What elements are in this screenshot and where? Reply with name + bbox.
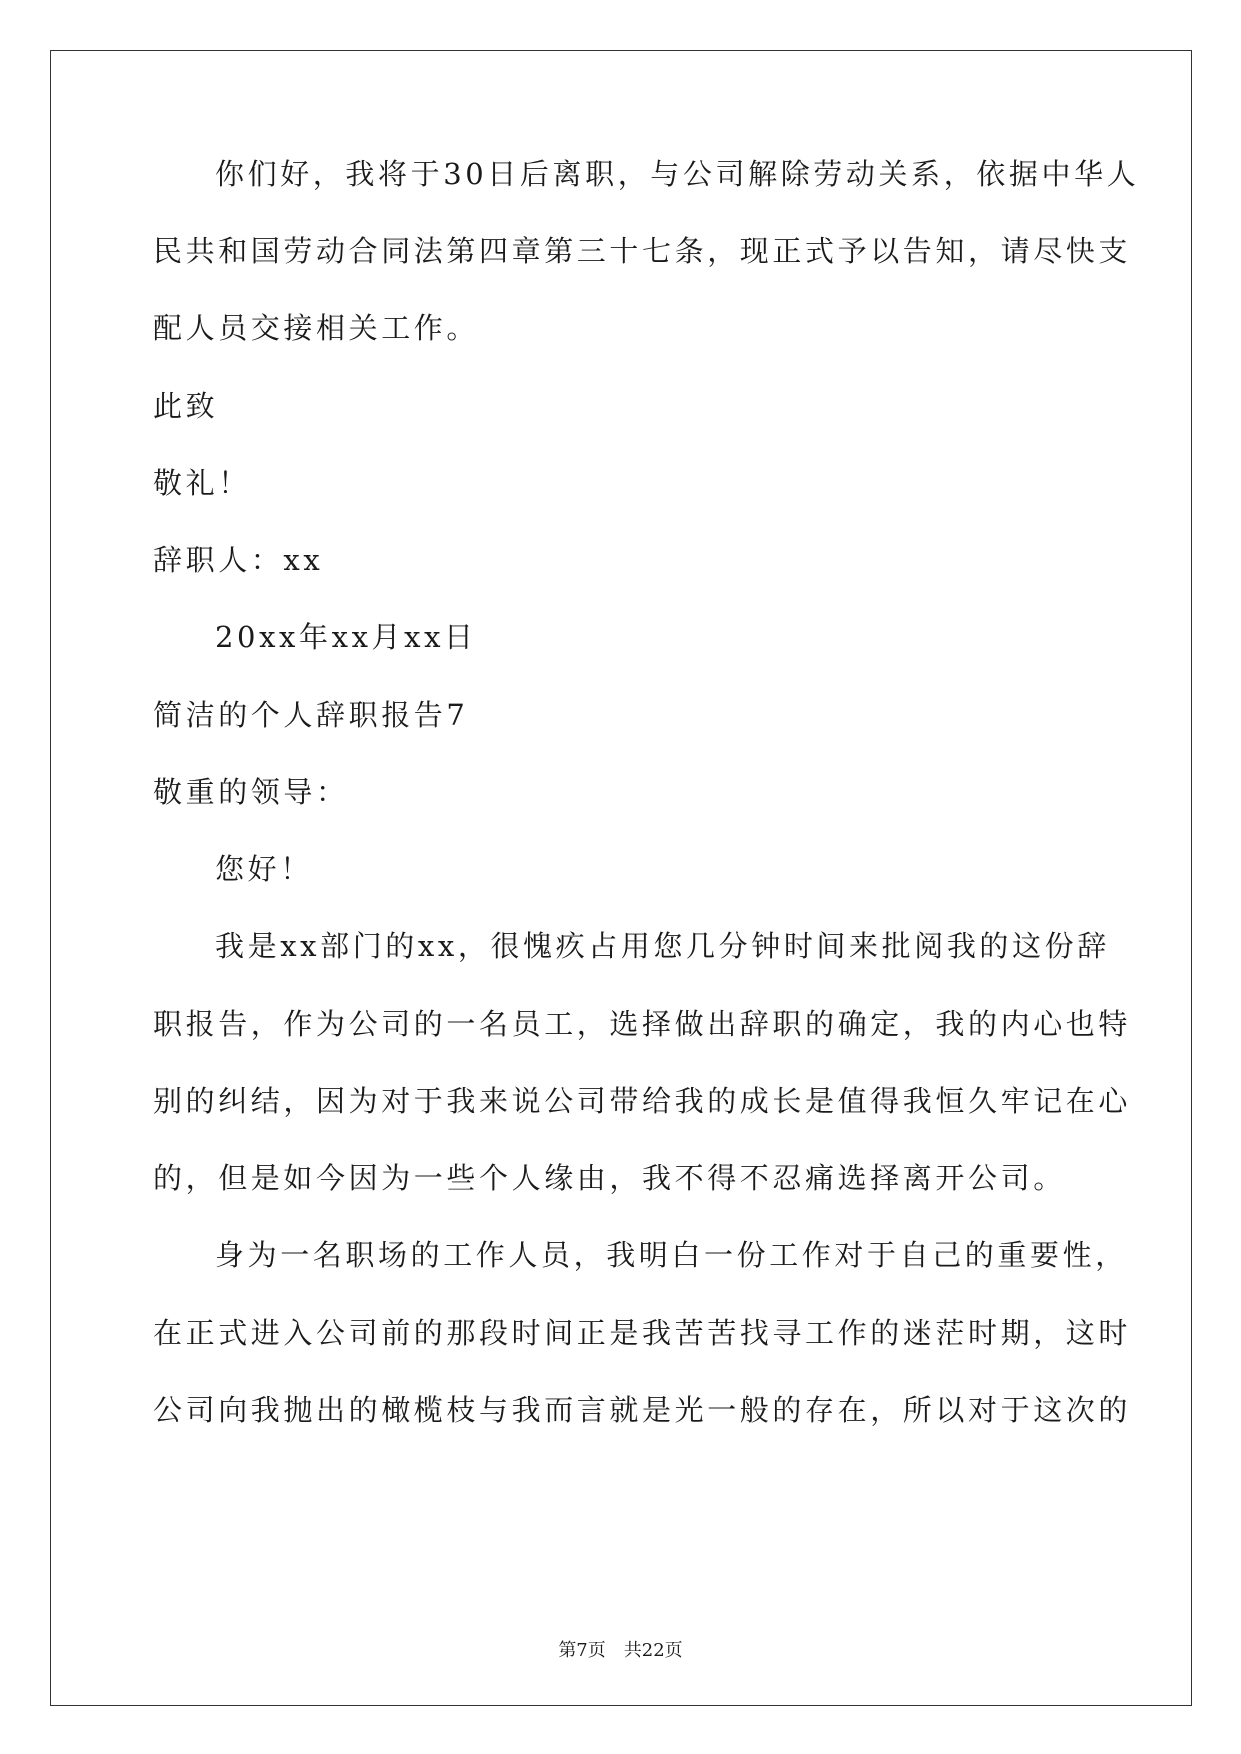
paragraph-line: 身为一名职场的工作人员，我明白一份工作对于自己的重要性， [215,1238,1128,1272]
paragraph-line: 职报告，作为公司的一名员工，选择做出辞职的确定，我的内心也特 [153,1007,1132,1041]
signature-line: 辞职人：xx [153,543,324,577]
greeting-line: 敬重的领导： [153,775,349,809]
paragraph-line: 的，但是如今因为一些个人缘由，我不得不忍痛选择离开公司。 [153,1161,1066,1195]
salutation-line: 敬礼！ [153,466,251,500]
greeting-line: 您好！ [215,852,313,886]
section-title: 简洁的个人辞职报告7 [153,698,469,732]
paragraph-line: 我是xx部门的xx，很愧疚占用您几分钟时间来批阅我的这份辞 [215,929,1110,963]
paragraph-line: 配人员交接相关工作。 [153,311,480,345]
paragraph-line: 你们好，我将于30日后离职，与公司解除劳动关系，依据中华人 [215,157,1140,191]
date-line: 20xx年xx月xx日 [215,620,477,654]
page-number: 第7页 共22页 [558,1640,683,1661]
paragraph-line: 在正式进入公司前的那段时间正是我苦苦找寻工作的迷茫时期，这时 [153,1316,1132,1350]
closing-line: 此致 [153,389,219,423]
paragraph-line: 公司向我抛出的橄榄枝与我而言就是光一般的存在，所以对于这次的 [153,1393,1132,1427]
paragraph-line: 民共和国劳动合同法第四章第三十七条，现正式予以告知，请尽快支 [153,234,1132,268]
paragraph-line: 别的纠结，因为对于我来说公司带给我的成长是值得我恒久牢记在心 [153,1084,1132,1118]
